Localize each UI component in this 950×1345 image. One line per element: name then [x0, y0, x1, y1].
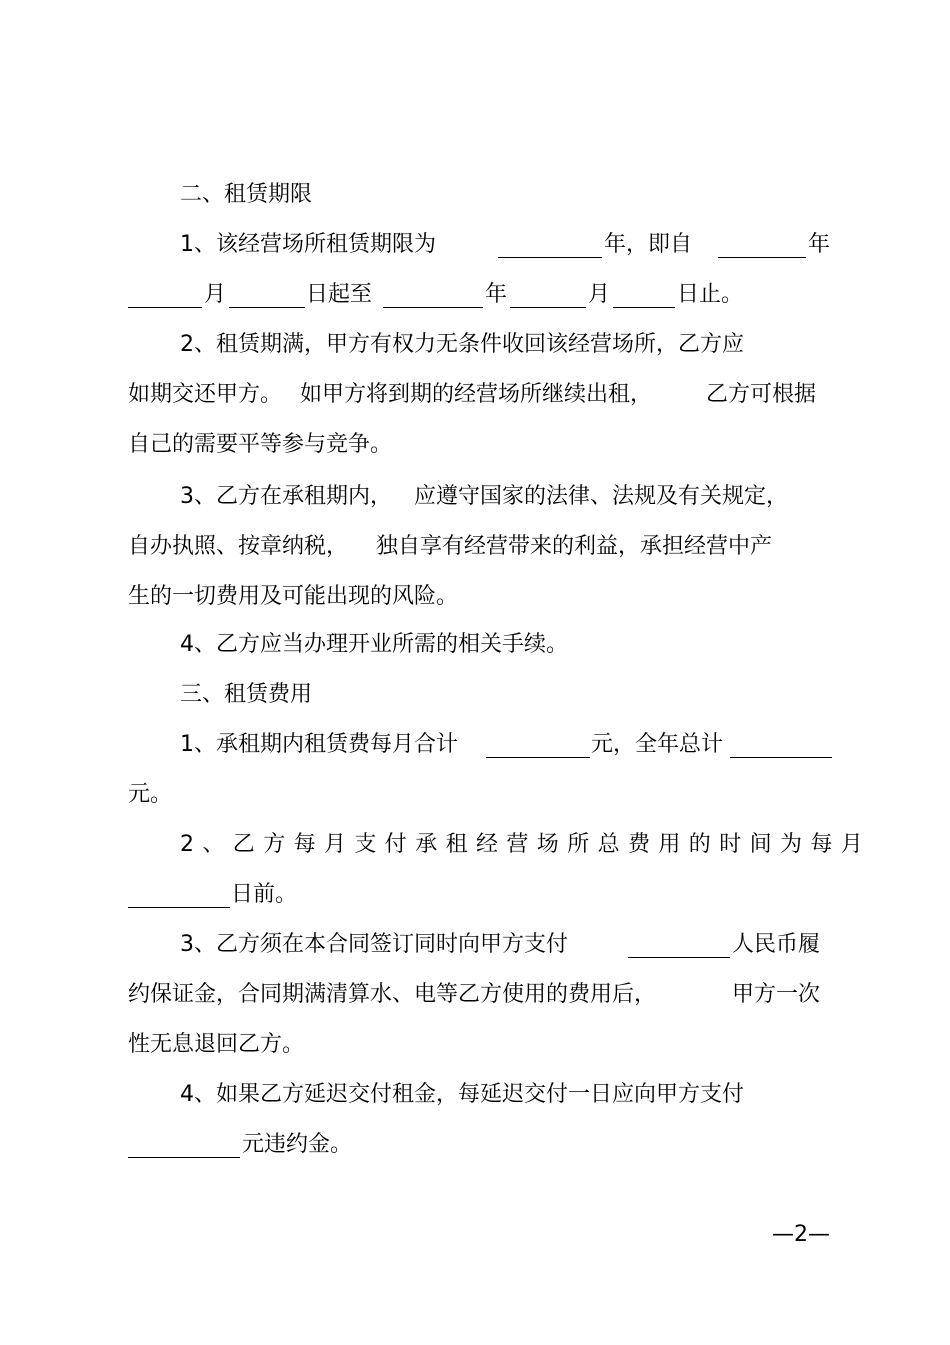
text: 如期交还甲方。	[128, 382, 283, 407]
text: 独自享有经营带来的利益，承担经营中产	[376, 534, 773, 559]
text: 年，即自	[604, 232, 693, 257]
blank-end-day[interactable]	[613, 307, 675, 308]
text: 如甲方将到期的经营场所继续出租，	[300, 382, 653, 407]
text: 日起至	[306, 282, 373, 307]
text: 2、租赁期满，甲方有权力无条件收回该经营场所，乙方应	[180, 332, 744, 357]
blank-start-year[interactable]	[718, 257, 806, 258]
text: 1、该经营场所租赁期限为	[180, 232, 436, 257]
blank-start-day[interactable]	[229, 307, 305, 308]
blank-end-month[interactable]	[510, 307, 586, 308]
text: 月	[204, 282, 227, 307]
text: 4、如果乙方延迟交付租金，每延迟交付一日应向甲方支付	[180, 1082, 744, 1107]
heading-text: 三、租赁费用	[180, 682, 313, 707]
text: 应遵守国家的法律、法规及有关规定，	[414, 484, 789, 509]
blank-lease-years[interactable]	[498, 257, 602, 258]
text: 日止。	[677, 282, 744, 307]
text: 日前。	[231, 882, 298, 907]
text: 3、乙方须在本合同签订同时向甲方支付	[180, 932, 568, 957]
text: 元。	[128, 782, 173, 807]
text: 约保证金，合同期满清算水、电等乙方使用的费用后，	[128, 982, 657, 1007]
blank-start-month[interactable]	[128, 307, 202, 308]
text: 性无息退回乙方。	[128, 1032, 305, 1057]
blank-deposit[interactable]	[628, 957, 730, 958]
text: 年	[485, 282, 508, 307]
text: 元，全年总计	[591, 732, 724, 757]
text: 人民币履	[732, 932, 821, 957]
heading-text: 二、租赁期限	[180, 182, 313, 207]
text: 生的一切费用及可能出现的风险。	[128, 584, 459, 609]
blank-annual-rent[interactable]	[730, 757, 832, 758]
text: 甲方一次	[732, 982, 821, 1007]
blank-late-fee[interactable]	[128, 1157, 240, 1158]
text: 3、乙方在承租期内，	[180, 484, 392, 509]
text: 月	[588, 282, 611, 307]
text: 4、乙方应当办理开业所需的相关手续。	[180, 632, 568, 657]
text: 自己的需要平等参与竞争。	[128, 432, 393, 457]
text: 年	[808, 232, 831, 257]
blank-monthly-rent[interactable]	[486, 757, 590, 758]
blank-payment-day[interactable]	[128, 907, 230, 908]
text: 2、乙方每月支付承租经营场所总费用的时间为每月	[180, 832, 872, 857]
text: 1、承租期内租赁费每月合计	[180, 732, 458, 757]
text: 元违约金。	[242, 1132, 353, 1157]
page-number: —2—	[772, 1222, 830, 1247]
text: 自办执照、按章纳税，	[128, 534, 349, 559]
text: 乙方可根据	[706, 382, 817, 407]
blank-end-year[interactable]	[383, 307, 483, 308]
